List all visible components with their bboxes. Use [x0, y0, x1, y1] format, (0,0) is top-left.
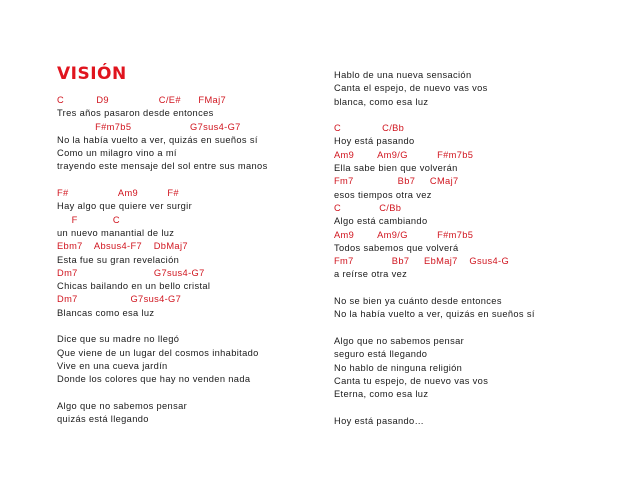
lyric-line: Chicas bailando en un bello cristal: [57, 281, 211, 292]
lyric-line: Canta tu espejo, de nuevo vas vos: [334, 375, 489, 386]
lyric-line: Hoy está pasando: [334, 136, 415, 147]
lyric-line: trayendo este mensaje del sol entre sus manos: [57, 161, 268, 172]
blank-line: [57, 320, 347, 333]
lyric-line: Donde los colores que hay no venden nada: [57, 374, 251, 385]
chord-line: Dm7 G7sus4-G7: [57, 267, 205, 278]
blank-line: [334, 322, 624, 335]
right-column: [334, 69, 624, 428]
chord-line: F#m7b5 G7sus4-G7: [57, 121, 241, 132]
lyric-line: Ella sabe bien que volverán: [334, 163, 458, 174]
lyric-line: Algo está cambiando: [334, 216, 428, 227]
chord-line: Ebm7 Absus4-F7 DbMaj7: [57, 241, 188, 252]
lyric-line: Blancas como esa luz: [57, 307, 155, 318]
blank-line: [334, 282, 624, 295]
blank-line: [57, 174, 347, 187]
lyric-line: un nuevo manantial de luz: [57, 227, 175, 238]
lyric-line: No se bien ya cuánto desde entonces: [334, 296, 502, 307]
lyric-line: Eterna, como esa luz: [334, 389, 429, 400]
blank-line: [334, 401, 624, 414]
chord-line: Dm7 G7sus4-G7: [57, 294, 182, 305]
lyric-line: Hay algo que quiere ver surgir: [57, 201, 193, 212]
lyric-line: No la había vuelto a ver, quizás en sueños sí: [57, 134, 258, 145]
chord-line: C C/Bb: [334, 123, 405, 134]
lyric-line: Algo que no sabemos pensar: [334, 335, 465, 346]
lyric-line: a reírse otra vez: [334, 269, 408, 280]
lyric-line: Algo que no sabemos pensar: [57, 400, 188, 411]
blank-line: [57, 387, 347, 400]
blank-line: [334, 109, 624, 122]
chord-line: F# Am9 F#: [57, 188, 179, 199]
chord-line: C C/Bb: [334, 202, 402, 213]
chord-line: C D9 C/E# FMaj7: [57, 95, 227, 105]
song-title: VISIÓN: [57, 64, 127, 84]
chord-line: Am9 Am9/G F#m7b5: [334, 149, 474, 160]
chord-line: Am9 Am9/G F#m7b5: [334, 229, 474, 240]
lyric-line: esos tiempos otra vez: [334, 189, 432, 200]
lyric-line: blanca, como esa luz: [334, 96, 429, 107]
lyric-line: Vive en una cueva jardín: [57, 360, 168, 371]
left-column: [57, 94, 347, 426]
lyric-line: Como un milagro vino a mí: [57, 148, 177, 159]
lyric-line: Tres años pasaron desde entonces: [57, 108, 214, 119]
lyric-line: No la había vuelto a ver, quizás en sueños sí: [334, 309, 535, 320]
chord-line: F C: [57, 214, 120, 225]
chord-line: Fm7 Bb7 EbMaj7 Gsus4-G: [334, 256, 510, 267]
lyric-line: Hoy está pasando…: [334, 415, 425, 426]
lyric-line: seguro está llegando: [334, 349, 428, 360]
lyric-line: Hablo de una nueva sensación: [334, 70, 472, 80]
lyric-line: Esta fue su gran revelación: [57, 254, 180, 265]
lyric-line: Todos sabemos que volverá: [334, 242, 459, 253]
lyric-line: quizás está llegando: [57, 414, 149, 425]
lyric-line: No hablo de ninguna religión: [334, 362, 463, 373]
lyric-line: Dice que su madre no llegó: [57, 334, 180, 345]
lyric-line: Canta el espejo, de nuevo vas vos: [334, 83, 488, 94]
chord-line: Fm7 Bb7 CMaj7: [334, 176, 459, 187]
lyric-line: Que viene de un lugar del cosmos inhabitado: [57, 347, 259, 358]
